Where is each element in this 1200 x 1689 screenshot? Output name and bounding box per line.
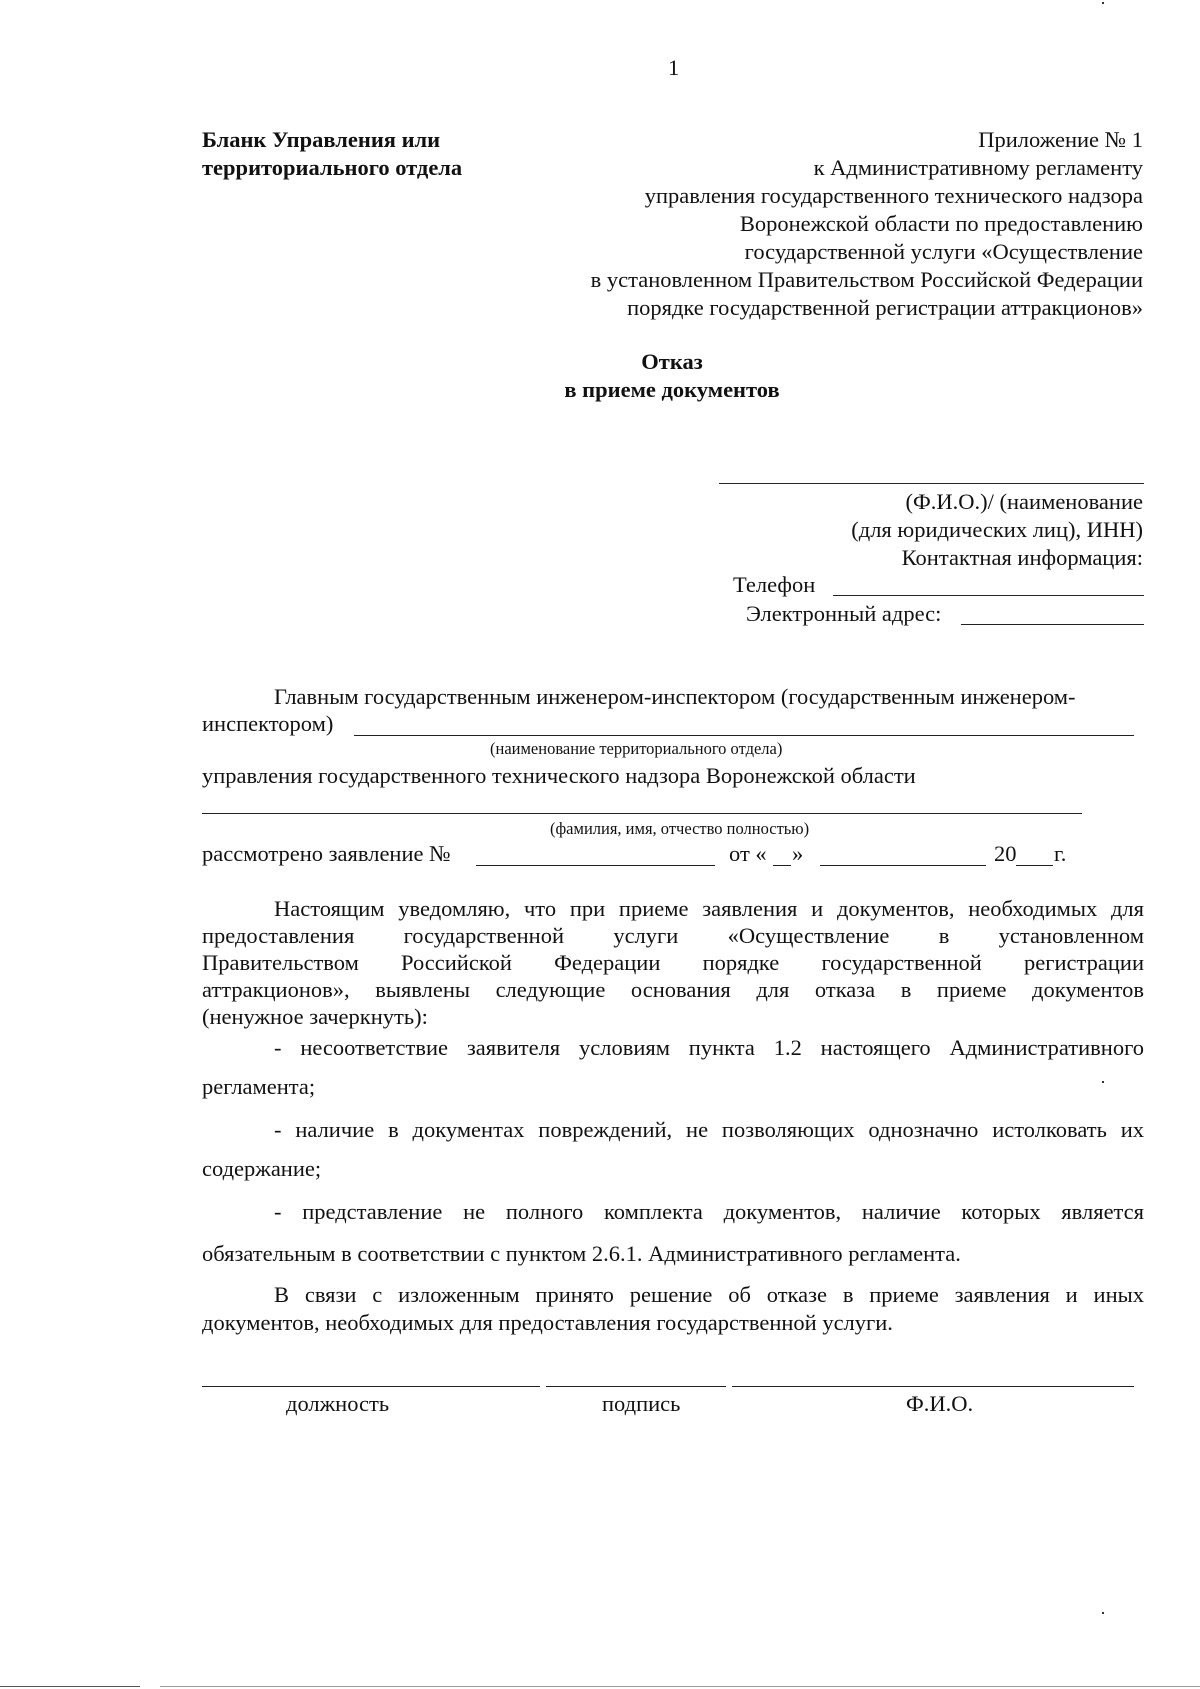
scan-edge-line	[0, 1686, 140, 1687]
intro-line-1: Главным государственным инженером-инспектором (государственным инженером-	[274, 684, 1076, 709]
ground-item-line: - наличие в документах повреждений, не позволяющих однозначно истолковать их	[274, 1117, 1144, 1142]
scan-speck	[1102, 1081, 1104, 1083]
email-field-line	[961, 624, 1144, 625]
ground-item-line: обязательным в соответствии с пунктом 2.6.1. Административного регламента.	[202, 1241, 961, 1266]
inspector-fio-line	[202, 813, 1082, 814]
signature-line	[546, 1386, 726, 1387]
scan-speck	[1102, 1612, 1104, 1614]
decision-line: В связи с изложенным принято решение об отказе в приеме заявления и иных	[274, 1282, 1144, 1307]
document-title: Отказ	[641, 349, 703, 374]
notice-line: предоставления государственной услуги «Осуществление в установленном	[202, 923, 1144, 948]
notice-line: аттракционов», выявлены следующие основания для отказа в приеме документов	[202, 977, 1144, 1002]
from-label: от «	[729, 841, 767, 866]
addressee-legal-caption: (для юридических лиц), ИНН)	[851, 517, 1143, 542]
inspector-fio-caption: (фамилия, имя, отчество полностью)	[550, 819, 810, 838]
decision-line: документов, необходимых для предоставления государственной услуги.	[202, 1310, 893, 1335]
email-label: Электронный адрес:	[746, 601, 942, 626]
appendix-line: управления государственного технического надзора	[644, 183, 1143, 208]
day-field-line	[773, 865, 791, 866]
signature-label: подпись	[602, 1391, 681, 1416]
ground-item-line: - представление не полного комплекта документов, наличие которых является	[274, 1199, 1144, 1224]
fio-signature-line	[732, 1386, 1134, 1387]
ground-item-line: регламента;	[202, 1074, 316, 1099]
addressee-name-line	[719, 483, 1144, 484]
notice-line: Правительством Российской Федерации порядке государственной регистрации	[202, 950, 1144, 975]
month-field-line	[820, 865, 986, 866]
contact-info-label: Контактная информация:	[901, 545, 1143, 570]
ground-item-line: - несоответствие заявителя условиям пункта 1.2 настоящего Административного	[274, 1035, 1144, 1060]
application-number-line	[476, 865, 715, 866]
territorial-unit-caption: (наименование территориального отдела)	[490, 739, 783, 758]
appendix-line: к Административному регламенту	[813, 155, 1143, 180]
intro-line-2: инспектором)	[202, 711, 334, 736]
notice-last-line: (ненужное зачеркнуть):	[202, 1004, 428, 1029]
letterhead-line-2: территориального отдела	[202, 155, 463, 180]
position-label: должность	[286, 1391, 390, 1416]
year-field-line	[1016, 865, 1053, 866]
phone-label: Телефон	[733, 572, 816, 597]
appendix-line: Приложение № 1	[978, 127, 1143, 152]
scan-speck	[1102, 2, 1104, 4]
quote-close: »	[792, 841, 804, 866]
letterhead-line-1: Бланк Управления или	[202, 127, 441, 152]
intro-line-3: управления государственного технического надзора Воронежской области	[202, 763, 916, 788]
appendix-line: порядке государственной регистрации аттракционов»	[627, 295, 1143, 320]
position-signature-line	[202, 1386, 540, 1387]
fio-label: Ф.И.О.	[906, 1391, 974, 1416]
addressee-name-caption: (Ф.И.О.)/ (наименование	[905, 489, 1143, 514]
appendix-line: в установленном Правительством Российской Федерации	[590, 267, 1143, 292]
scan-edge-line	[160, 1686, 1200, 1687]
page-number: 1	[668, 55, 680, 80]
year-suffix: г.	[1054, 841, 1067, 866]
appendix-line: государственной услуги «Осуществление	[744, 239, 1143, 264]
appendix-block	[443, 126, 1143, 322]
ground-item-line: содержание;	[202, 1156, 322, 1181]
document-subtitle: в приеме документов	[564, 377, 780, 402]
appendix-line: Воронежской области по предоставлению	[739, 211, 1143, 236]
phone-field-line	[833, 595, 1144, 596]
territorial-unit-line	[354, 735, 1134, 736]
considered-label: рассмотрено заявление №	[202, 841, 451, 866]
notice-line: Настоящим уведомляю, что при приеме заявления и документов, необходимых для	[274, 896, 1144, 921]
year-prefix: 20	[994, 841, 1017, 866]
